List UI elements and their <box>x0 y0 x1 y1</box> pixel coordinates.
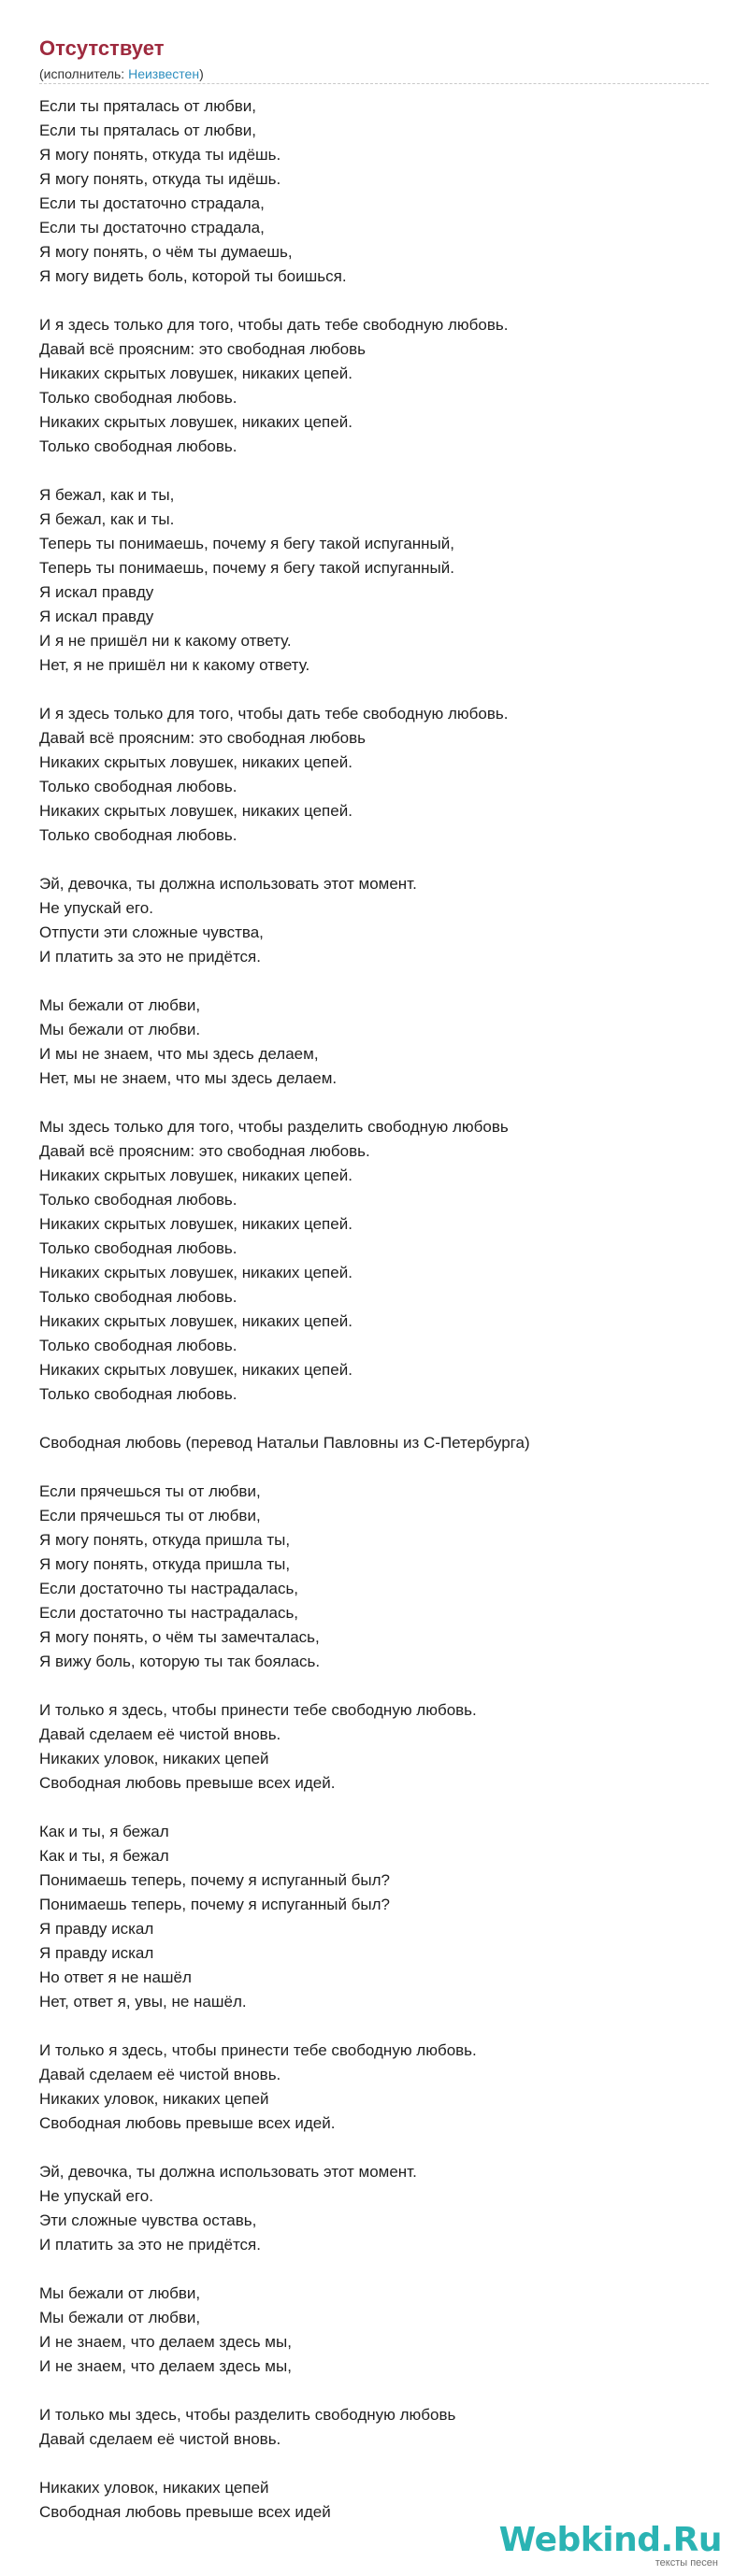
lyric-line: Только свободная любовь. <box>39 389 237 407</box>
lyric-line: Эй, девочка, ты должна использовать этот момент. <box>39 875 417 893</box>
lyrics-stanza <box>39 1820 709 2014</box>
lyric-line: Никаких уловок, никаких цепей <box>39 2479 269 2497</box>
lyrics-stanza <box>39 2039 709 2136</box>
lyrics-stanza <box>39 1115 709 1407</box>
lyrics-text <box>39 94 709 2549</box>
header-divider <box>39 83 709 84</box>
lyric-line: Никаких скрытых ловушек, никаких цепей. <box>39 753 352 771</box>
lyric-line: И только я здесь, чтобы принести тебе свободную любовь. <box>39 2041 477 2059</box>
lyric-line: Я правду искал <box>39 1920 154 1938</box>
lyric-line: Если прячешься ты от любви, <box>39 1507 261 1524</box>
lyrics-stanza <box>39 1698 709 1796</box>
lyric-line: Я бежал, как и ты. <box>39 510 175 528</box>
lyrics-stanza <box>39 702 709 848</box>
lyric-line: Давай всё проясним: это свободная любовь <box>39 340 366 358</box>
lyric-line: Если ты достаточно страдала, <box>39 194 265 212</box>
lyric-line: Никаких скрытых ловушек, никаких цепей. <box>39 1166 352 1184</box>
lyric-line: Если ты достаточно страдала, <box>39 219 265 236</box>
lyric-line: Никаких скрытых ловушек, никаких цепей. <box>39 413 352 431</box>
lyric-line: Эти сложные чувства оставь, <box>39 2211 257 2229</box>
lyric-line: Только свободная любовь. <box>39 1288 237 1306</box>
lyric-line: И только я здесь, чтобы принести тебе свободную любовь. <box>39 1701 477 1719</box>
lyric-line: И платить за это не придётся. <box>39 2236 261 2254</box>
artist-suffix: ) <box>199 66 204 81</box>
lyric-line: Я могу видеть боль, которой ты боишься. <box>39 267 347 285</box>
lyric-line: И платить за это не придётся. <box>39 948 261 966</box>
lyric-line: Никаких скрытых ловушек, никаких цепей. <box>39 1361 352 1379</box>
lyric-line: Если достаточно ты настрадалась, <box>39 1604 299 1622</box>
lyric-line: И мы не знаем, что мы здесь делаем, <box>39 1045 319 1063</box>
lyric-line: Только свободная любовь. <box>39 1385 237 1403</box>
lyric-line: Только свободная любовь. <box>39 1337 237 1354</box>
lyric-line: Понимаешь теперь, почему я испуганный был? <box>39 1896 390 1913</box>
lyric-line: Как и ты, я бежал <box>39 1847 169 1865</box>
lyric-line: Нет, мы не знаем, что мы здесь делаем. <box>39 1069 338 1087</box>
logo-brand: Webkind.Ru <box>498 2521 722 2559</box>
lyric-line: Если ты пряталась от любви, <box>39 97 256 115</box>
lyric-line: И не знаем, что делаем здесь мы, <box>39 2333 292 2351</box>
song-title: Отсутствует <box>39 36 165 60</box>
lyrics-stanza <box>39 994 709 1091</box>
lyric-line: Отпусти эти сложные чувства, <box>39 923 264 941</box>
lyrics-stanza <box>39 483 709 678</box>
lyric-line: Нет, ответ я, увы, не нашёл. <box>39 1993 247 2011</box>
lyric-line: Я могу понять, откуда пришла ты, <box>39 1531 291 1549</box>
lyric-line: И я не пришёл ни к какому ответу. <box>39 632 292 650</box>
song-header <box>39 36 709 82</box>
lyric-line: Эй, девочка, ты должна использовать этот момент. <box>39 2163 417 2181</box>
lyric-line: Я могу понять, откуда пришла ты, <box>39 1555 291 1573</box>
lyric-line: Давай всё проясним: это свободная любовь <box>39 729 366 747</box>
lyric-line: Я искал правду <box>39 608 154 625</box>
lyric-line: Мы бежали от любви, <box>39 996 201 1014</box>
artist-link[interactable]: Неизвестен <box>128 66 200 81</box>
lyric-line: Никаких уловок, никаких цепей <box>39 1750 269 1767</box>
lyrics-stanza <box>39 2403 709 2452</box>
lyrics-stanza <box>39 1431 709 1455</box>
lyric-line: Давай сделаем её чистой вновь. <box>39 2066 281 2083</box>
lyric-line: Не упускай его. <box>39 899 153 917</box>
lyric-line: Не упускай его. <box>39 2187 153 2205</box>
lyric-line: Только свободная любовь. <box>39 1239 237 1257</box>
lyric-line: Никаких скрытых ловушек, никаких цепей. <box>39 1215 352 1233</box>
lyric-line: Понимаешь теперь, почему я испуганный был? <box>39 1871 390 1889</box>
lyric-line: Если достаточно ты настрадалась, <box>39 1580 299 1597</box>
lyrics-stanza <box>39 313 709 459</box>
lyric-line: Если прячешься ты от любви, <box>39 1482 261 1500</box>
lyric-line: Свободная любовь (перевод Натальи Павловны из С-Петербурга) <box>39 1434 530 1452</box>
lyric-line: Давай всё проясним: это свободная любовь. <box>39 1142 370 1160</box>
lyric-line: Я могу понять, о чём ты думаешь, <box>39 243 293 261</box>
lyric-line: Никаких скрытых ловушек, никаких цепей. <box>39 365 352 382</box>
lyric-line: Только свободная любовь. <box>39 778 237 795</box>
lyric-line: Я могу понять, о чём ты замечталась, <box>39 1628 320 1646</box>
lyric-line: Я искал правду <box>39 583 154 601</box>
site-logo[interactable] <box>499 2522 722 2569</box>
lyric-line: Я вижу боль, которую ты так боялась. <box>39 1653 321 1670</box>
lyric-line: И я здесь только для того, чтобы дать тебе свободную любовь. <box>39 705 509 723</box>
artist-line <box>39 65 709 82</box>
lyrics-stanza <box>39 2476 709 2525</box>
lyric-line: Я могу понять, откуда ты идёшь. <box>39 146 281 164</box>
lyric-line: Я правду искал <box>39 1944 154 1962</box>
lyric-line: Мы здесь только для того, чтобы разделить свободную любовь <box>39 1118 509 1136</box>
lyric-line: Я могу понять, откуда ты идёшь. <box>39 170 281 188</box>
lyric-line: Никаких уловок, никаких цепей <box>39 2090 269 2108</box>
lyric-line: И только мы здесь, чтобы разделить свободную любовь <box>39 2406 456 2424</box>
lyric-line: Давай сделаем её чистой вновь. <box>39 1725 281 1743</box>
lyric-line: Мы бежали от любви. <box>39 1021 201 1038</box>
lyric-line: Свободная любовь превыше всех идей <box>39 2503 331 2521</box>
lyric-line: И я здесь только для того, чтобы дать тебе свободную любовь. <box>39 316 509 334</box>
lyric-line: Мы бежали от любви, <box>39 2284 201 2302</box>
lyric-line: Нет, я не пришёл ни к какому ответу. <box>39 656 310 674</box>
lyrics-stanza <box>39 2160 709 2257</box>
lyrics-stanza <box>39 94 709 289</box>
lyric-line: Если ты пряталась от любви, <box>39 122 256 139</box>
lyric-line: Только свободная любовь. <box>39 826 237 844</box>
lyric-line: Только свободная любовь. <box>39 437 237 455</box>
artist-prefix: (исполнитель: <box>39 66 129 81</box>
lyric-line: Никаких скрытых ловушек, никаких цепей. <box>39 802 352 820</box>
lyrics-stanza <box>39 1480 709 1674</box>
lyric-line: Никаких скрытых ловушек, никаких цепей. <box>39 1312 352 1330</box>
lyric-line: Теперь ты понимаешь, почему я бегу такой испуганный, <box>39 535 454 552</box>
lyric-line: Теперь ты понимаешь, почему я бегу такой испуганный. <box>39 559 454 577</box>
lyric-line: Свободная любовь превыше всех идей. <box>39 1774 336 1792</box>
logo-tagline: тексты песен <box>654 2557 718 2569</box>
lyric-line: Мы бежали от любви, <box>39 2309 201 2326</box>
lyric-line: И не знаем, что делаем здесь мы, <box>39 2357 292 2375</box>
lyric-line: Но ответ я не нашёл <box>39 1968 192 1986</box>
lyric-line: Никаких скрытых ловушек, никаких цепей. <box>39 1264 352 1281</box>
lyrics-stanza <box>39 2282 709 2379</box>
lyric-line: Давай сделаем её чистой вновь. <box>39 2430 281 2448</box>
lyric-line: Как и ты, я бежал <box>39 1823 169 1840</box>
lyric-line: Свободная любовь превыше всех идей. <box>39 2114 336 2132</box>
lyrics-stanza <box>39 872 709 969</box>
lyric-line: Я бежал, как и ты, <box>39 486 175 504</box>
lyric-line: Только свободная любовь. <box>39 1191 237 1209</box>
